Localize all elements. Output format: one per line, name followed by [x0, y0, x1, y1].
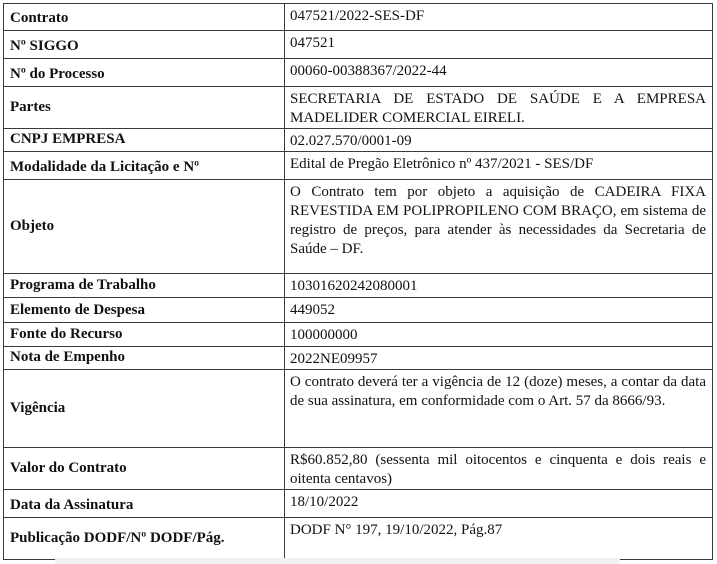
- field-label: Contrato: [4, 4, 285, 31]
- table-row: [4, 31, 713, 59]
- table-row: [4, 370, 713, 448]
- field-value: O Contrato tem por objeto a aquisição de CADEIRA FIXA REVESTIDA EM POLIPROPILENO COM BRAÇO, em sistema de registro de preços, para atender às necessidades da Secretaria de Saúde – DF.: [285, 180, 713, 274]
- field-value: Edital de Pregão Eletrônico nº 437/2021 - SES/DF: [285, 152, 713, 180]
- table-row: [4, 274, 713, 298]
- field-value: 02.027.570/0001-09: [285, 129, 713, 152]
- field-value: 10301620242080001: [285, 274, 713, 298]
- field-value: O contrato deverá ter a vigência de 12 (doze) meses, a contar da data de sua assinatura, em conformidade com o Art. 57 da 8666/93.: [285, 370, 713, 448]
- field-label: Modalidade da Licitação e Nº: [4, 152, 285, 180]
- table-row: [4, 490, 713, 518]
- table-row: [4, 347, 713, 370]
- field-value: 449052: [285, 298, 713, 323]
- field-value: 18/10/2022: [285, 490, 713, 518]
- field-label: CNPJ EMPRESA: [4, 129, 285, 152]
- table-row: [4, 518, 713, 560]
- field-label: Fonte do Recurso: [4, 323, 285, 347]
- field-label: Valor do Contrato: [4, 448, 285, 490]
- table-row: [4, 298, 713, 323]
- field-label: Publicação DODF/Nº DODF/Pág.: [4, 518, 285, 560]
- table-row: [4, 129, 713, 152]
- field-value: 047521: [285, 31, 713, 59]
- table-row: [4, 59, 713, 87]
- field-label: Nº SIGGO: [4, 31, 285, 59]
- table-row: [4, 323, 713, 347]
- field-label: Objeto: [4, 180, 285, 274]
- table-row: [4, 152, 713, 180]
- field-value: DODF N° 197, 19/10/2022, Pág.87: [285, 518, 713, 560]
- field-label: Elemento de Despesa: [4, 298, 285, 323]
- field-value: 00060-00388367/2022-44: [285, 59, 713, 87]
- field-label: Vigência: [4, 370, 285, 448]
- field-value: 2022NE09957: [285, 347, 713, 370]
- field-label: Nota de Empenho: [4, 347, 285, 370]
- table-row: [4, 87, 713, 129]
- table-row: [4, 180, 713, 274]
- contract-details-table: [3, 3, 713, 560]
- field-value: R$60.852,80 (sessenta mil oitocentos e cinquenta e dois reais e oitenta centavos): [285, 448, 713, 490]
- contract-summary-document: [3, 3, 713, 560]
- field-label: Partes: [4, 87, 285, 129]
- field-label: Data da Assinatura: [4, 490, 285, 518]
- table-row: [4, 4, 713, 31]
- field-value: SECRETARIA DE ESTADO DE SAÚDE E A EMPRESA MADELIDER COMERCIAL EIRELI.: [285, 87, 713, 129]
- field-value: 047521/2022-SES-DF: [285, 4, 713, 31]
- page-footer-strip: [55, 558, 620, 564]
- field-label: Nº do Processo: [4, 59, 285, 87]
- table-row: [4, 448, 713, 490]
- field-label: Programa de Trabalho: [4, 274, 285, 298]
- field-value: 100000000: [285, 323, 713, 347]
